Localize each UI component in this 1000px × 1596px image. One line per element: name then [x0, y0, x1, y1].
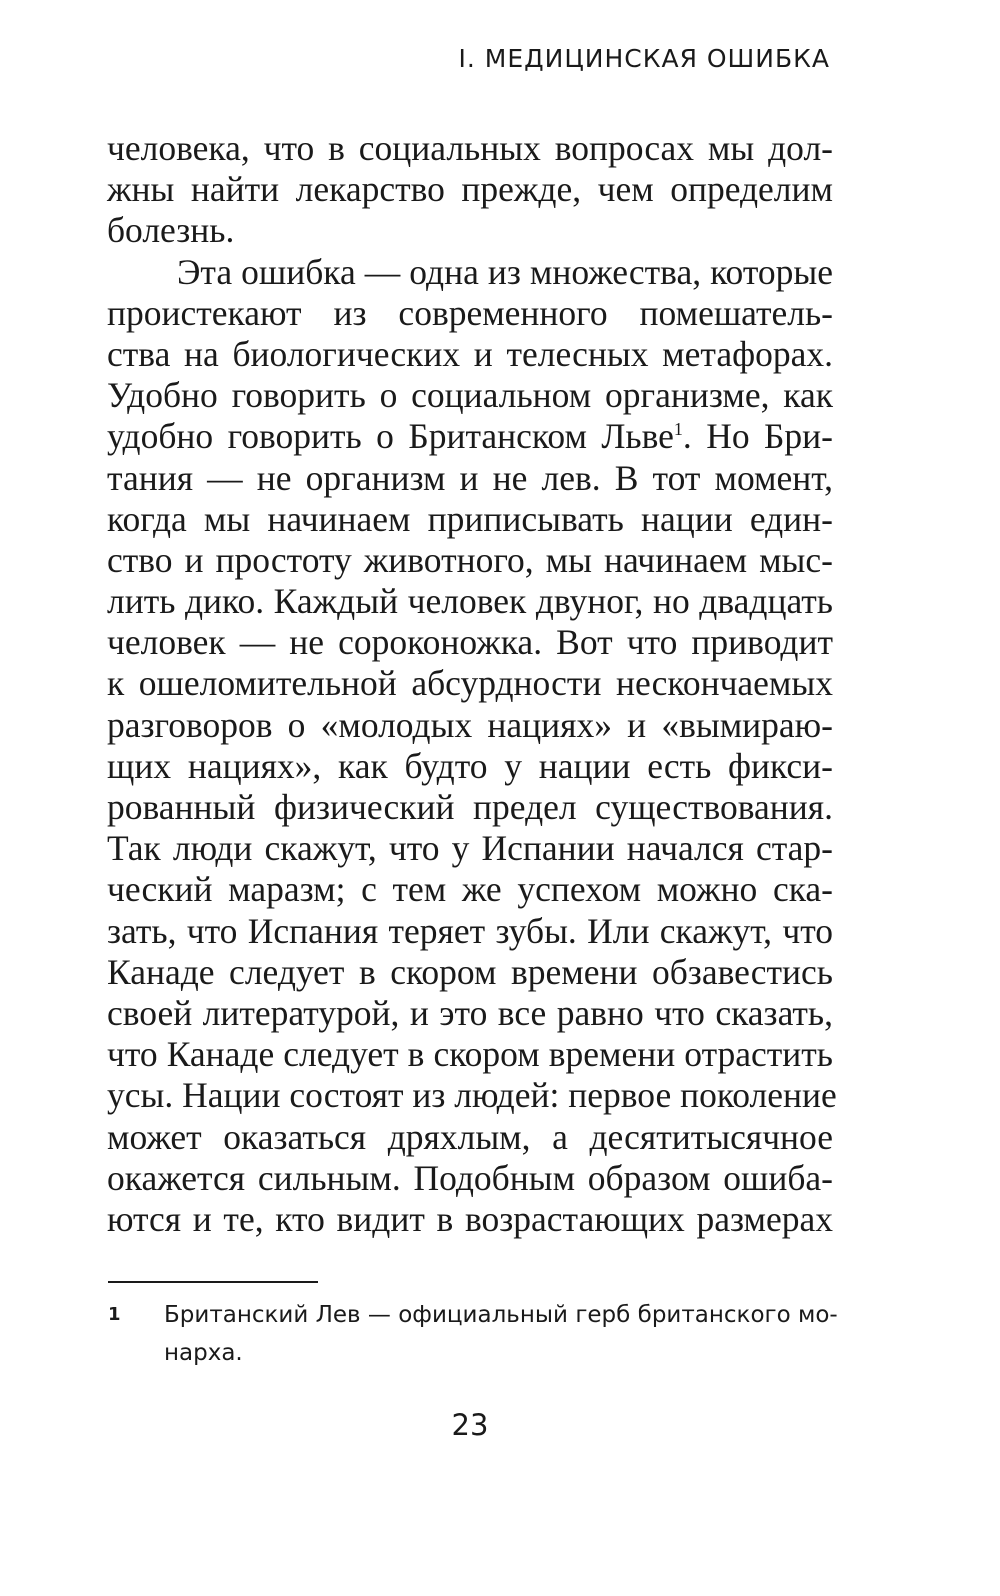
text-line: Так люди скажут, что у Испании начался стар- [107, 828, 833, 869]
footnote [108, 1296, 838, 1372]
footnote-text [164, 1296, 838, 1372]
text-line: болезнь. [107, 210, 235, 251]
text-line: ство и простоту животного, мы начинаем мыс- [107, 539, 833, 580]
text-line: проистекают из современного помешатель- [107, 292, 833, 333]
body-text [107, 128, 837, 1240]
text-line: лить дико. Каждый человек двуног, но двадцать [107, 581, 833, 622]
footnote-line: нарха. [164, 1340, 243, 1366]
text-line: тания — не организм и не лев. В тот момент, [107, 457, 833, 498]
text-line: Канаде следует в скором времени обзавестись [107, 951, 833, 992]
text-line: Удобно говорить о социальном организме, как [107, 375, 833, 416]
text-line: человек — не сороконожка. Вот что приводит [107, 622, 833, 663]
text-line: своей литературой, и это все равно что сказать, [107, 992, 833, 1033]
footnote-divider [108, 1281, 318, 1283]
text-line-with-footnote [107, 416, 833, 457]
text-line: усы. Нации состоят из людей: первое поколение [107, 1075, 837, 1116]
text-line: человека, что в социальных вопросах мы дол- [107, 128, 833, 168]
text-line: щих нациях», как будто у нации есть фикси- [107, 745, 833, 786]
text-line: окажется сильным. Подобным образом ошиба- [107, 1157, 833, 1198]
footnote-marker: 1 [108, 1304, 121, 1325]
text-line: к ошеломительной абсурдности нескончаемых [107, 663, 833, 704]
footnote-reference[interactable]: 1 [673, 419, 683, 440]
text-line: рованный физический предел существования. [107, 787, 833, 827]
running-head: I. МЕДИЦИНСКАЯ ОШИБКА [458, 44, 830, 73]
text-line: разговоров о «молодых нациях» и «вымираю- [107, 704, 833, 745]
text-line: ства на биологических и телесных метафорах. [107, 333, 833, 374]
text-line: что Канаде следует в скором времени отрастить [107, 1034, 833, 1075]
text-line: зать, что Испания теряет зубы. Или скажут, что [107, 910, 833, 951]
paragraph-first-line: Эта ошибка — одна из множества, которые [177, 251, 833, 292]
text-line: ческий маразм; с тем же успехом можно ска- [107, 869, 833, 910]
text-line: когда мы начинаем приписывать нации един- [107, 498, 833, 539]
footnote-line: Британский Лев — официальный герб британского мо- [164, 1302, 838, 1328]
text-line: ются и те, кто видит в возрастающих размерах [107, 1198, 833, 1239]
text-line: может оказаться дряхлым, а десятитысячное [107, 1116, 833, 1157]
page-number: 23 [451, 1408, 489, 1442]
text-segment: . Но Бри- [682, 416, 834, 457]
text-line: жны найти лекарство прежде, чем определим [107, 169, 833, 210]
text-segment: удобно говорить о Британском Льве [107, 416, 674, 457]
